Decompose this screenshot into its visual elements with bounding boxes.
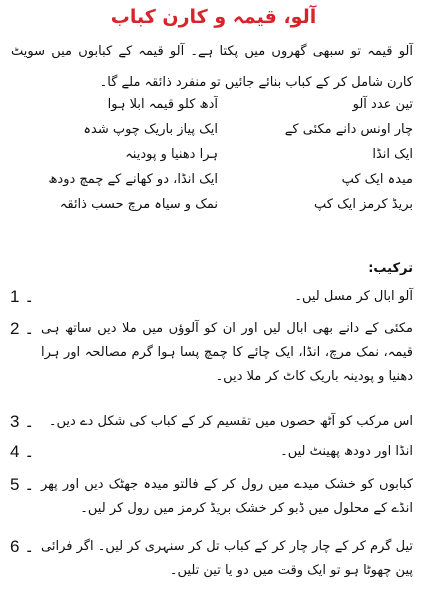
ingredient-item: میدہ ایک کپ <box>341 172 413 187</box>
ingredient-item: تین عدد آلو <box>352 97 413 112</box>
ingredient-row <box>11 167 413 192</box>
ingredients-list <box>11 92 413 217</box>
ingredient-item: ہرا دھنیا و پودینہ <box>125 147 218 162</box>
ingredient-item: چار اونس دانے مکئی کے <box>284 122 413 137</box>
step-number: 4 ۔ <box>10 442 35 461</box>
ingredient-row <box>11 192 413 217</box>
step-text: انڈا اور دودھ پھینٹ لیں۔ <box>280 444 413 459</box>
ingredient-row <box>11 92 413 117</box>
step-text: کبابوں کو خشک میدے میں رول کر کے فالتو میدہ جھٹک دیں اور پھر انڈے کے محلول میں ڈبو کر خشک بریڈ کرمز میں رول کر لیں۔ <box>41 477 413 516</box>
ingredient-item: ایک پیاز باریک چوپ شدہ <box>83 122 218 137</box>
ingredient-item: نمک و سیاہ مرچ حسب ذائقہ <box>59 197 218 212</box>
step-number: 5 ۔ <box>10 475 35 494</box>
step-number: 2 ۔ <box>10 319 35 338</box>
recipe-intro: آلو قیمہ تو سبھی گھروں میں پکتا ہے۔ آلو قیمہ کے کبابوں میں سویٹ کارن شامل کر کے کباب بنائے جائیں تو منفرد ذائقہ ملے گا۔ <box>11 44 413 90</box>
ingredient-item: آدھ کلو قیمہ ابلا ہوا <box>107 97 218 112</box>
ingredient-row <box>11 142 413 167</box>
step-text: آلو ابال کر مسل لیں۔ <box>294 289 413 304</box>
step-text: تیل گرم کر کے چار چار کر کے کباب تل کر سنہری کر لیں۔ اگر فرائی پین چھوٹا ہو تو ایک وقت میں دو یا تین تلیں۔ <box>41 539 413 578</box>
ingredient-item: ایک انڈا <box>372 147 413 162</box>
recipe-title: آلو، قیمہ و کارن کباب <box>110 6 317 28</box>
ingredient-row <box>11 117 413 142</box>
ingredient-item: ایک انڈا، دو کھانے کے چمچ دودھ <box>48 172 218 187</box>
step-number: 1 ۔ <box>10 287 35 306</box>
step-text: مکئی کے دانے بھی ابال لیں اور ان کو آلوؤں میں ملا دیں ساتھ ہی قیمہ، نمک مرچ، انڈا، ایک چائے کا چمچ پسا ہوا گرم مصالحہ اور ہرا دھنیا و پودینہ باریک کاٹ کر ملا دیں۔ <box>41 321 413 384</box>
step-text: اس مرکب کو آٹھ حصوں میں تقسیم کر کے کباب کی شکل دے دیں۔ <box>48 414 413 429</box>
ingredient-item: بریڈ کرمز ایک کپ <box>314 197 413 212</box>
step-number: 3 ۔ <box>10 412 35 431</box>
step-number: 6 ۔ <box>10 537 35 556</box>
method-heading: ترکیب: <box>368 261 413 276</box>
